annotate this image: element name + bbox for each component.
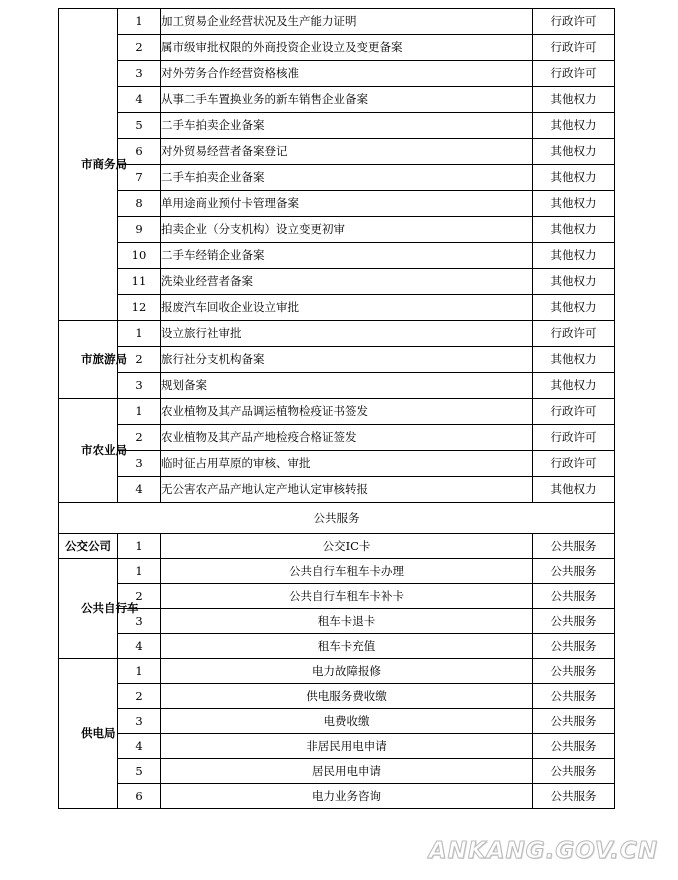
administrative-powers-section	[59, 9, 615, 503]
table-row	[59, 295, 615, 321]
department-name: 市商务局	[81, 157, 127, 172]
item-name: 供电服务费收缴	[161, 684, 533, 709]
row-number: 2	[118, 35, 161, 61]
item-type: 行政许可	[533, 399, 615, 425]
item-type: 其他权力	[533, 165, 615, 191]
item-name: 农业植物及其产品产地检疫合格证签发	[161, 425, 533, 451]
item-name: 二手车经销企业备案	[161, 243, 533, 269]
table-row	[59, 9, 615, 35]
table-row	[59, 709, 615, 734]
item-type: 其他权力	[533, 217, 615, 243]
item-type: 公共服务	[533, 684, 615, 709]
item-type: 公共服务	[533, 759, 615, 784]
item-name: 无公害农产品产地认定产地认定审核转报	[161, 477, 533, 503]
row-number: 4	[118, 477, 161, 503]
row-number: 1	[118, 321, 161, 347]
table-row	[59, 61, 615, 87]
item-name: 旅行社分支机构备案	[161, 347, 533, 373]
item-name: 电力故障报修	[161, 659, 533, 684]
item-name: 公共自行车租车卡补卡	[161, 584, 533, 609]
table-row	[59, 425, 615, 451]
department-name: 市农业局	[81, 443, 127, 458]
table-row	[59, 559, 615, 584]
item-name: 二手车拍卖企业备案	[161, 165, 533, 191]
section-header-group	[59, 503, 615, 534]
item-name: 农业植物及其产品调运植物检疫证书签发	[161, 399, 533, 425]
department-name: 市旅游局	[81, 352, 127, 367]
section-title: 公共服务	[59, 503, 615, 534]
row-number: 1	[118, 9, 161, 35]
table-row	[59, 584, 615, 609]
row-number: 2	[118, 347, 161, 373]
item-type: 其他权力	[533, 113, 615, 139]
table-row	[59, 399, 615, 425]
table-row	[59, 373, 615, 399]
item-type: 公共服务	[533, 559, 615, 584]
item-type: 行政许可	[533, 35, 615, 61]
row-number: 9	[118, 217, 161, 243]
table-row	[59, 243, 615, 269]
row-number: 11	[118, 269, 161, 295]
row-number: 4	[118, 734, 161, 759]
row-number: 3	[118, 61, 161, 87]
row-number: 5	[118, 759, 161, 784]
table-row	[59, 609, 615, 634]
table-row	[59, 269, 615, 295]
item-name: 属市级审批权限的外商投资企业设立及变更备案	[161, 35, 533, 61]
table-row	[59, 784, 615, 809]
table-row	[59, 139, 615, 165]
item-type: 行政许可	[533, 321, 615, 347]
table-row	[59, 684, 615, 709]
table-row	[59, 347, 615, 373]
department-name: 公交公司	[65, 538, 111, 553]
row-number: 3	[118, 709, 161, 734]
row-number: 1	[118, 534, 161, 559]
item-name: 二手车拍卖企业备案	[161, 113, 533, 139]
table-row	[59, 477, 615, 503]
row-number: 6	[118, 784, 161, 809]
item-name: 从事二手车置换业务的新车销售企业备案	[161, 87, 533, 113]
department-cell	[59, 399, 127, 503]
item-type: 其他权力	[533, 243, 615, 269]
item-name: 拍卖企业（分支机构）设立变更初审	[161, 217, 533, 243]
item-type: 其他权力	[533, 295, 615, 321]
item-type: 其他权力	[533, 191, 615, 217]
item-type: 其他权力	[533, 347, 615, 373]
item-name: 电费收缴	[161, 709, 533, 734]
item-name: 公交IC卡	[161, 534, 533, 559]
table-row	[59, 87, 615, 113]
table-row	[59, 734, 615, 759]
table-row	[59, 35, 615, 61]
table-row	[59, 534, 615, 559]
department-cell	[59, 321, 127, 399]
item-name: 对外贸易经营者备案登记	[161, 139, 533, 165]
item-name: 报废汽车回收企业设立审批	[161, 295, 533, 321]
department-cell	[59, 659, 118, 809]
row-number: 1	[118, 399, 161, 425]
item-type: 公共服务	[533, 709, 615, 734]
row-number: 12	[118, 295, 161, 321]
item-name: 单用途商业预付卡管理备案	[161, 191, 533, 217]
item-type: 其他权力	[533, 139, 615, 165]
department-name: 公共自行车	[81, 601, 139, 616]
item-name: 加工贸易企业经营状况及生产能力证明	[161, 9, 533, 35]
row-number: 10	[118, 243, 161, 269]
item-name: 公共自行车租车卡办理	[161, 559, 533, 584]
item-type: 公共服务	[533, 584, 615, 609]
table-row	[59, 113, 615, 139]
table-row	[59, 759, 615, 784]
table-row	[59, 451, 615, 477]
row-number: 5	[118, 113, 161, 139]
table-row	[59, 191, 615, 217]
row-number: 2	[118, 684, 161, 709]
row-number: 3	[118, 373, 161, 399]
row-number: 7	[118, 165, 161, 191]
table-row	[59, 659, 615, 684]
row-number: 6	[118, 139, 161, 165]
item-name: 规划备案	[161, 373, 533, 399]
item-type: 行政许可	[533, 451, 615, 477]
services-table	[58, 8, 615, 809]
item-type: 公共服务	[533, 734, 615, 759]
item-name: 租车卡充值	[161, 634, 533, 659]
item-type: 公共服务	[533, 634, 615, 659]
item-type: 公共服务	[533, 534, 615, 559]
item-name: 洗染业经营者备案	[161, 269, 533, 295]
item-name: 居民用电申请	[161, 759, 533, 784]
item-name: 租车卡退卡	[161, 609, 533, 634]
row-number: 4	[118, 87, 161, 113]
department-cell	[59, 559, 139, 659]
item-type: 行政许可	[533, 425, 615, 451]
item-type: 其他权力	[533, 269, 615, 295]
table-row	[59, 321, 615, 347]
item-type: 其他权力	[533, 477, 615, 503]
row-number: 8	[118, 191, 161, 217]
department-cell	[59, 9, 127, 321]
department-name: 供电局	[81, 726, 116, 741]
item-type: 行政许可	[533, 9, 615, 35]
table-row	[59, 217, 615, 243]
row-number: 2	[118, 584, 161, 609]
item-type: 公共服务	[533, 659, 615, 684]
item-type: 其他权力	[533, 373, 615, 399]
item-name: 非居民用电申请	[161, 734, 533, 759]
row-number: 3	[118, 451, 161, 477]
table-row	[59, 165, 615, 191]
row-number: 4	[118, 634, 161, 659]
table-row	[59, 634, 615, 659]
department-cell	[59, 534, 118, 559]
item-name: 临时征占用草原的审核、审批	[161, 451, 533, 477]
item-type: 公共服务	[533, 784, 615, 809]
item-name: 对外劳务合作经营资格核准	[161, 61, 533, 87]
item-type: 行政许可	[533, 61, 615, 87]
item-type: 其他权力	[533, 87, 615, 113]
site-watermark: ANKANG.GOV.CN	[428, 838, 658, 864]
item-name: 设立旅行社审批	[161, 321, 533, 347]
item-name: 电力业务咨询	[161, 784, 533, 809]
row-number: 2	[118, 425, 161, 451]
row-number: 3	[118, 609, 161, 634]
item-type: 公共服务	[533, 609, 615, 634]
public-services-section	[59, 534, 615, 809]
row-number: 1	[118, 559, 161, 584]
row-number: 1	[118, 659, 161, 684]
